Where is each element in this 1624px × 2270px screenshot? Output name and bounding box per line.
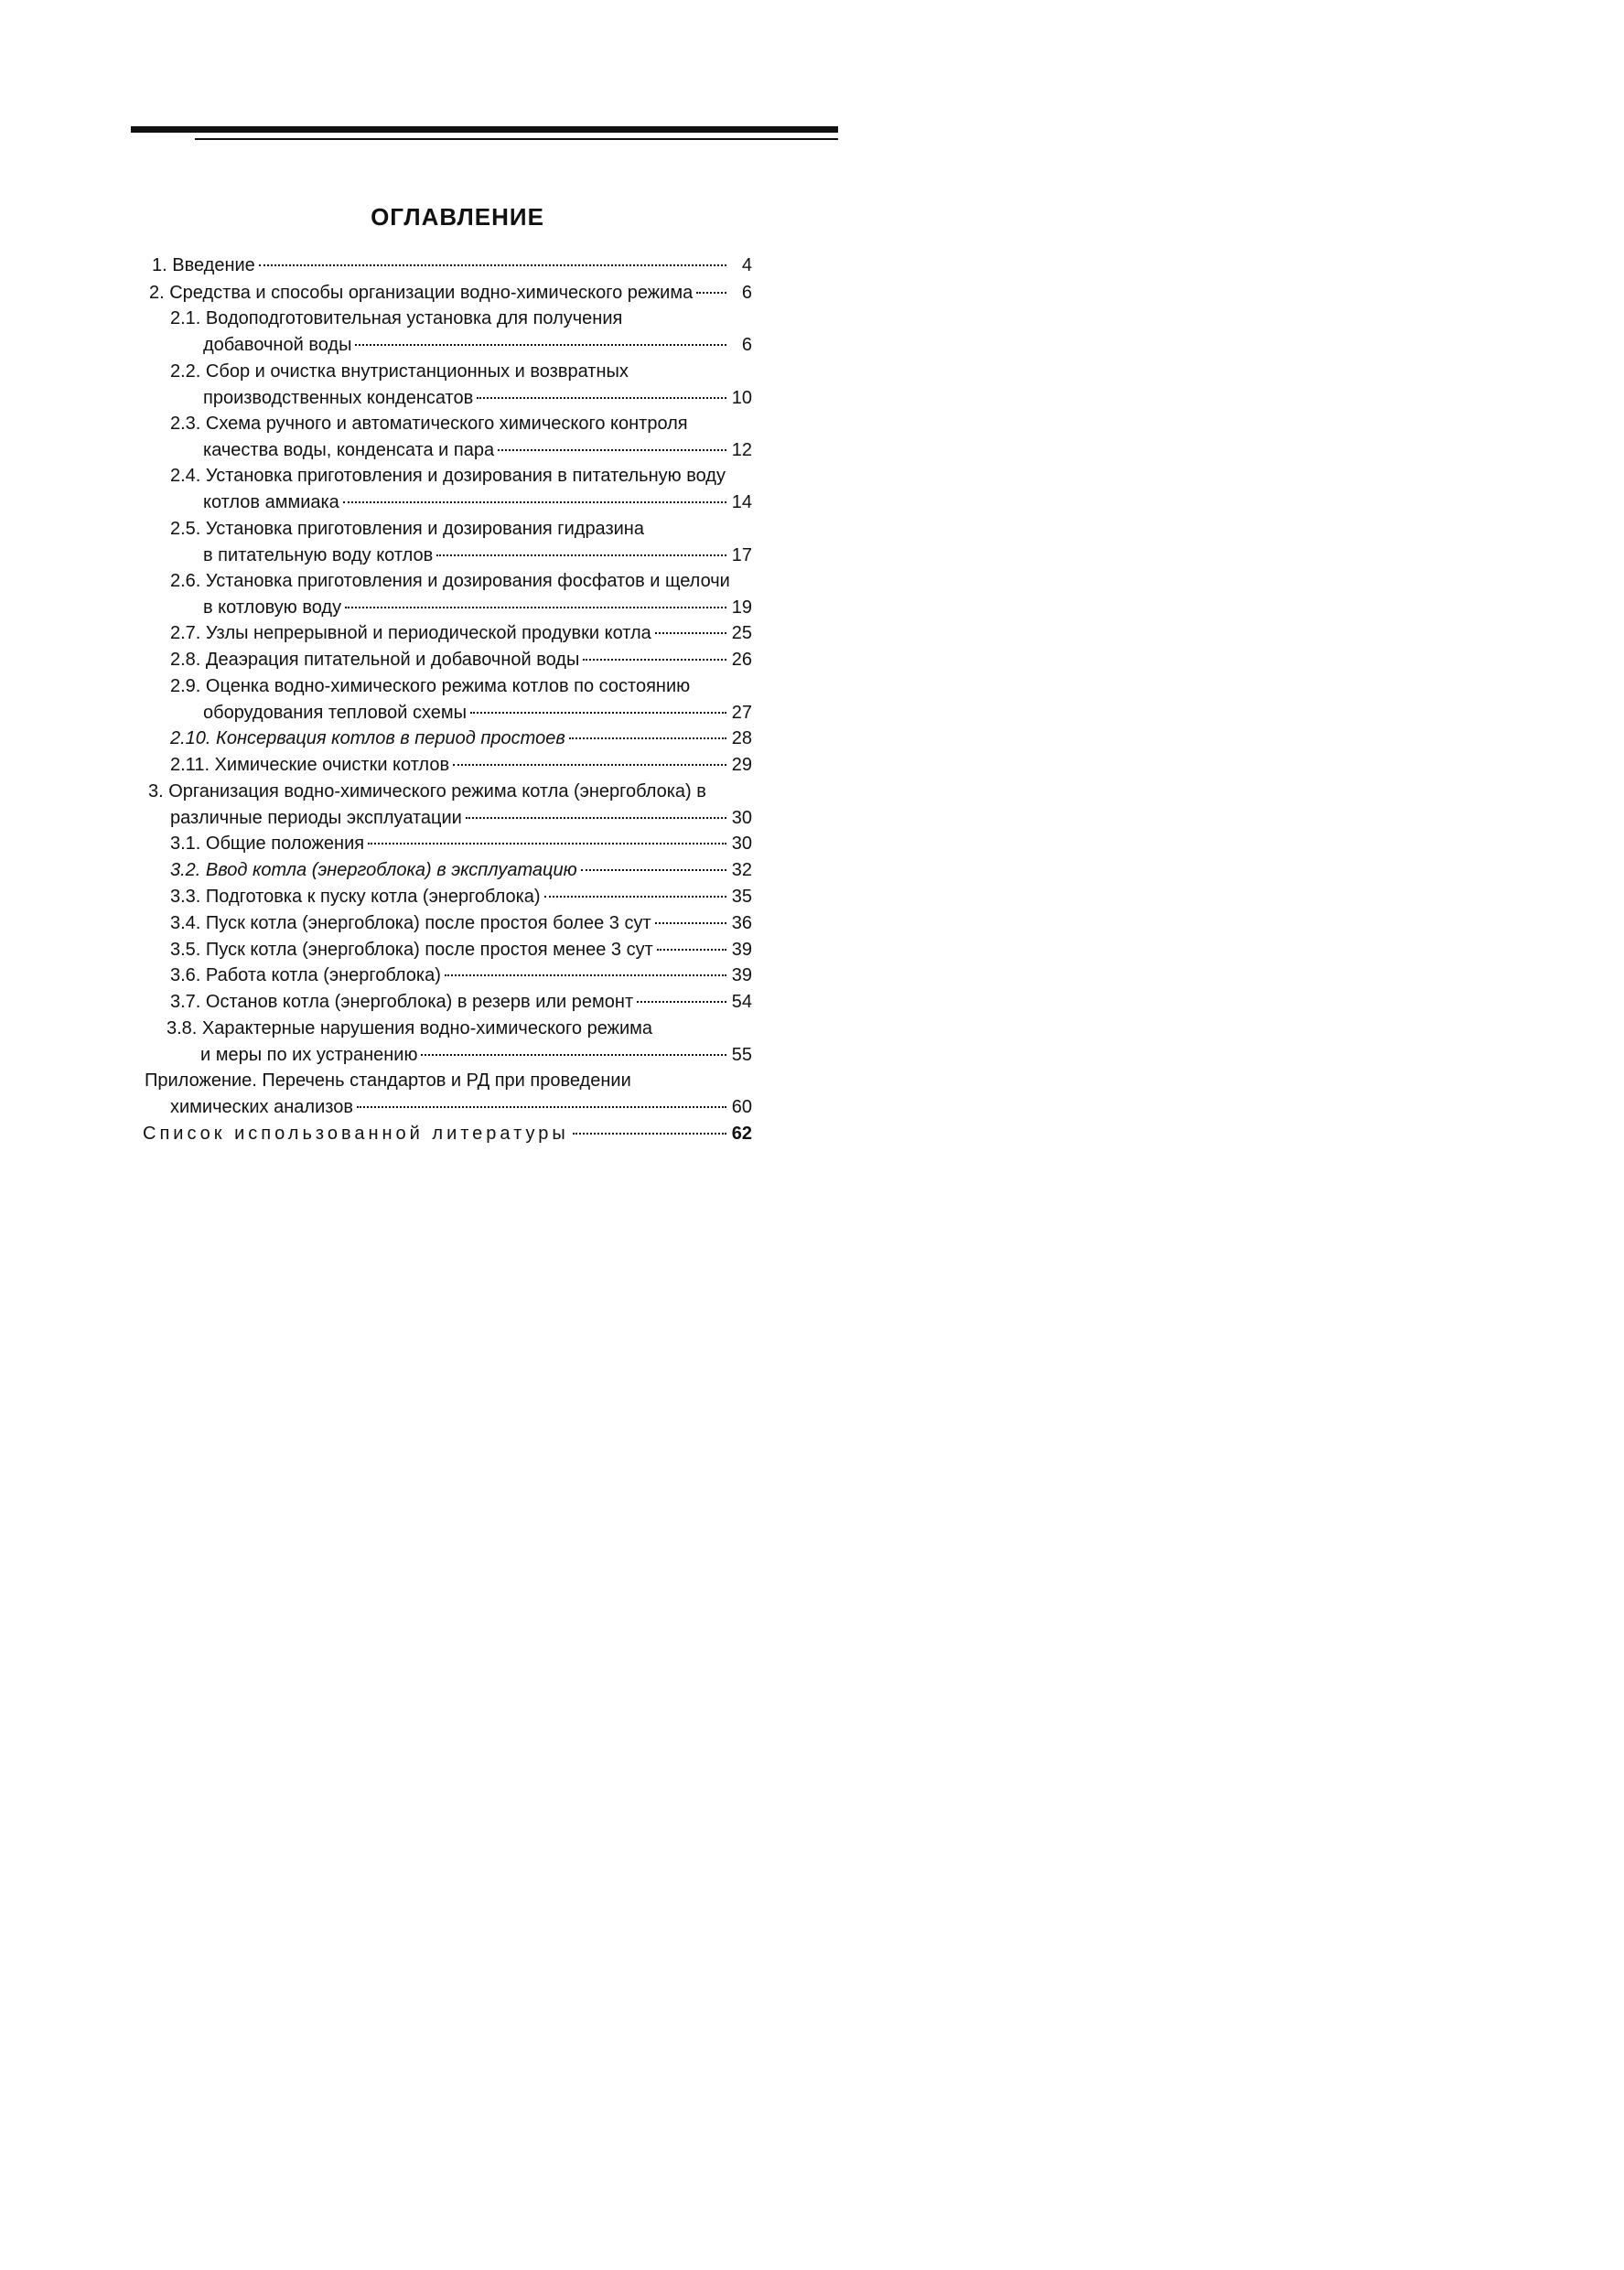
dot-leader	[259, 264, 726, 266]
toc-page-number: 36	[731, 913, 752, 933]
toc-entry-line	[170, 568, 730, 594]
toc-entry-line	[167, 1016, 652, 1041]
toc-entry-text: 3.6. Работа котла (энергоблока)	[170, 965, 441, 985]
toc-page-number: 35	[731, 887, 752, 907]
toc-page-number: 19	[731, 597, 752, 618]
toc-entry-text: 3.3. Подготовка к пуску котла (энергоблока)	[170, 887, 541, 907]
dot-leader	[498, 449, 726, 451]
dot-leader	[357, 1106, 726, 1108]
toc-entry-line	[152, 253, 752, 278]
dot-leader	[368, 843, 726, 845]
toc-entry-line	[203, 385, 752, 411]
toc-entry-line	[170, 673, 690, 699]
toc-page-number: 4	[741, 255, 752, 275]
toc-entry-text: 2.8. Деаэрация питательной и добавочной воды	[170, 650, 580, 670]
toc-entry-line	[170, 857, 752, 883]
toc-entry-line	[148, 779, 706, 804]
toc-entry-text: 3.5. Пуск котла (энергоблока) после простоя менее 3 сут	[170, 940, 653, 960]
toc-entry-line	[170, 937, 752, 963]
toc-entry-text: 2.2. Сбор и очистка внутристанционных и возвратных	[170, 361, 629, 382]
toc-entry-line	[170, 963, 752, 988]
toc-page-number: 39	[731, 940, 752, 960]
toc-page-number: 10	[731, 388, 752, 408]
toc-entry-line	[170, 1094, 752, 1120]
toc-entry-text: добавочной воды	[203, 335, 352, 355]
toc-entry-text: Приложение. Перечень стандартов и РД при проведении	[145, 1070, 631, 1091]
toc-entry-text: 2.6. Установка приготовления и дозирования фосфатов и щелочи	[170, 571, 730, 591]
toc-entry-text: химических анализов	[170, 1097, 353, 1117]
toc-entry-line	[170, 910, 752, 936]
toc-entry-text: котлов аммиака	[203, 492, 339, 512]
dot-leader	[544, 896, 726, 898]
toc-entry-line	[145, 1068, 631, 1093]
toc-entry-text: 2.7. Узлы непрерывной и периодической продувки котла	[170, 623, 651, 643]
toc-entry-text: 3.4. Пуск котла (энергоблока) после простоя более 3 сут	[170, 913, 651, 933]
dot-leader	[345, 607, 726, 608]
toc-entry-line	[170, 752, 752, 778]
toc-entry-line	[203, 595, 752, 620]
toc-entry-text: 2.11. Химические очистки котлов	[170, 755, 450, 775]
toc-entry-text: 2.1. Водоподготовительная установка для получения	[170, 308, 623, 328]
toc-page-number: 55	[731, 1045, 752, 1065]
toc-page-number: 27	[731, 703, 752, 723]
toc-entry-text: 3.7. Останов котла (энергоблока) в резерв или ремонт	[170, 992, 634, 1012]
toc-entry-text: 2.3. Схема ручного и автоматического химического контроля	[170, 414, 688, 434]
toc-entry-line	[143, 1121, 752, 1146]
toc-entry-line	[170, 411, 688, 436]
toc-entry-text: 2.5. Установка приготовления и дозирования гидразина	[170, 519, 644, 539]
dot-leader	[477, 397, 726, 399]
toc-entry-line	[170, 516, 644, 542]
toc-entry-line	[170, 647, 752, 672]
dot-leader	[657, 949, 726, 951]
toc-page-number: 30	[731, 808, 752, 828]
dot-leader	[355, 344, 726, 346]
toc-entry-text: 1. Введение	[152, 255, 255, 275]
toc-entry-text: оборудования тепловой схемы	[203, 703, 468, 723]
dot-leader	[445, 974, 726, 976]
dot-leader	[573, 1133, 726, 1135]
header-rule-thin	[195, 138, 838, 140]
toc-page-number: 6	[741, 283, 752, 303]
toc-page-number: 54	[731, 992, 752, 1012]
toc-entry-line	[170, 359, 629, 384]
toc-entry-text: 2. Средства и способы организации водно-химического режима	[149, 283, 694, 303]
toc-page-number: 28	[731, 728, 752, 748]
dot-leader	[453, 764, 726, 766]
toc-page-number: 26	[731, 650, 752, 670]
toc-page-number: 62	[731, 1124, 752, 1144]
toc-entry-text: 3. Организация водно-химического режима котла (энергоблока) в	[148, 781, 706, 801]
toc-entry-line	[203, 437, 752, 463]
toc-entry-text: производственных конденсатов	[203, 388, 474, 408]
toc-entry-line	[203, 490, 752, 515]
toc-page-number: 32	[731, 860, 752, 880]
toc-page-number: 29	[731, 755, 752, 775]
toc-page-number: 25	[731, 623, 752, 643]
toc-entry-line	[203, 700, 752, 726]
header-rule-thick	[131, 126, 838, 133]
toc-page-number: 14	[731, 492, 752, 512]
dot-leader	[421, 1054, 726, 1056]
dot-leader	[655, 922, 726, 924]
toc-entry-line	[200, 1042, 752, 1068]
toc-entry-text: и меры по их устранению	[200, 1045, 418, 1065]
toc-entry-line	[170, 805, 752, 831]
toc-entry-text: различные периоды эксплуатации	[170, 808, 462, 828]
toc-page-number: 39	[731, 965, 752, 985]
dot-leader	[343, 501, 726, 503]
toc-entry-line	[170, 463, 726, 489]
toc-entry-text: 2.10. Консервация котлов в период простоев	[170, 728, 565, 748]
toc-entry-line	[170, 620, 752, 646]
toc-entry-text: 2.9. Оценка водно-химического режима котлов по состоянию	[170, 676, 691, 696]
dot-leader	[470, 712, 726, 714]
toc-entry-line	[170, 831, 752, 856]
toc-entry-line	[170, 306, 622, 331]
dot-leader	[436, 554, 726, 556]
toc-entry-text: Список использованной литературы	[143, 1124, 569, 1144]
dot-leader	[583, 659, 726, 661]
toc-entry-text: 3.1. Общие положения	[170, 834, 365, 854]
toc-entry-line	[203, 332, 752, 358]
toc-page-number: 60	[731, 1097, 752, 1117]
toc-entry-text: 3.8. Характерные нарушения водно-химического режима	[167, 1018, 653, 1038]
toc-page-number: 12	[731, 440, 752, 460]
dot-leader	[569, 737, 726, 739]
toc-entry-line	[203, 543, 752, 568]
toc-page-number: 30	[731, 834, 752, 854]
toc-entry-text: качества воды, конденсата и пара	[203, 440, 495, 460]
toc-entry-line	[170, 884, 752, 909]
dot-leader	[637, 1001, 726, 1003]
dot-leader	[581, 869, 726, 871]
page-title: ОГЛАВЛЕНИЕ	[371, 203, 544, 231]
dot-leader	[655, 632, 726, 634]
toc-entry-line	[170, 726, 752, 751]
toc-entry-line	[170, 989, 752, 1015]
toc-entry-text: 2.4. Установка приготовления и дозирования в питательную воду	[170, 466, 726, 486]
toc-entry-text: 3.2. Ввод котла (энергоблока) в эксплуатацию	[170, 860, 577, 880]
toc-entry-line	[149, 280, 752, 306]
toc-entry-text: в питательную воду котлов	[203, 545, 434, 565]
toc-page-number: 17	[731, 545, 752, 565]
dot-leader	[466, 817, 726, 819]
dot-leader	[696, 292, 726, 294]
toc-entry-text: в котловую воду	[203, 597, 342, 618]
toc-page-number: 6	[741, 335, 752, 355]
